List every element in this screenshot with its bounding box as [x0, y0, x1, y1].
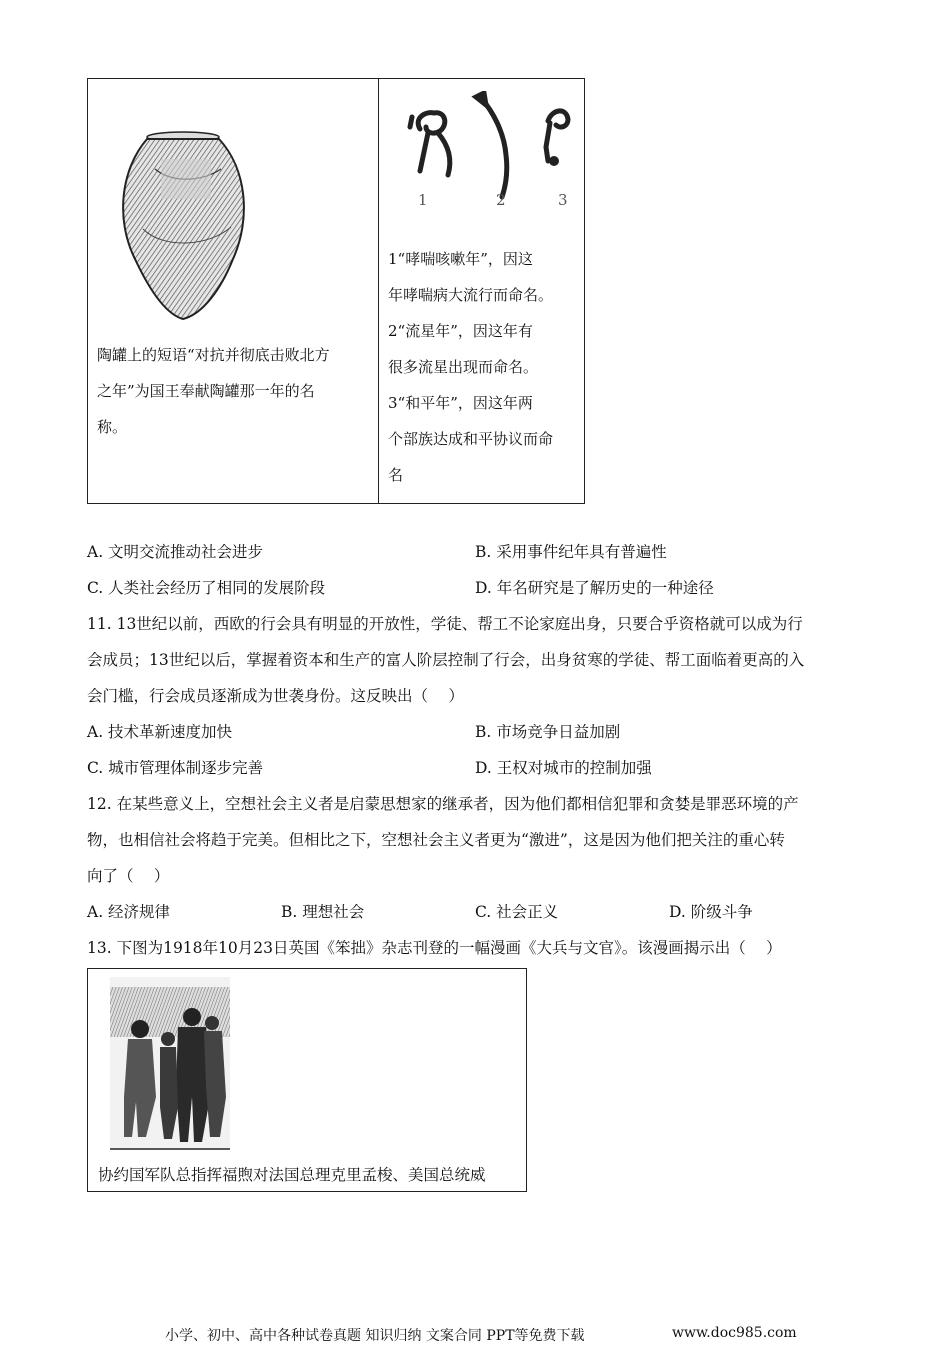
q10-option-d: D. 年名研究是了解历史的一种途径: [475, 579, 714, 597]
q11-option-d: D. 王权对城市的控制加强: [475, 759, 652, 777]
q10-option-b: B. 采用事件纪年具有普遍性: [475, 543, 667, 561]
q11-stem-line-3: 会门槛，行会成员逐渐成为世袭身份。这反映出（ ）: [87, 687, 464, 705]
q12-stem-line-3: 向了（ ）: [87, 867, 170, 885]
table-divider: [378, 79, 379, 503]
q11-stem-line-1: 11. 13世纪以前，西欧的行会具有明显的开放性，学徒、帮工不论家庭出身，只要合乎资格就可以成为行: [87, 615, 803, 633]
footer-promo-text: 小学、初中、高中各种试卷真题 知识归纳 文案合同 PPT等免费下载: [165, 1328, 585, 1344]
q12-option-b: B. 理想社会: [281, 903, 365, 921]
q12-stem-line-1: 12. 在某些意义上，空想社会主义者是启蒙思想家的继承者，因为他们都相信犯罪和贪婪是罪恶环境的产: [87, 795, 799, 813]
pictograph-label-3: 3: [558, 191, 568, 209]
year-names-text: 1“哮喘咳嗽年”，因这 年哮喘病大流行而命名。 2“流星年”，因这年有 很多流星出现而命名。 3“和平年”，因这年两 个部族达成和平协议而命 名: [388, 250, 554, 484]
q12-option-a: A. 经济规律: [87, 903, 171, 921]
q12-option-c: C. 社会正义: [475, 903, 559, 921]
q10-option-c: C. 人类社会经历了相同的发展阶段: [87, 579, 326, 597]
cartoon-box: [87, 968, 527, 1192]
footer-website-link[interactable]: www.doc985.com: [672, 1325, 797, 1341]
q11-option-c: C. 城市管理体制逐步完善: [87, 759, 264, 777]
pottery-jar-image: [113, 129, 263, 324]
q10-option-a: A. 文明交流推动社会进步: [87, 543, 264, 561]
q12-stem-line-2: 物，也相信社会将趋于完美。但相比之下，空想社会主义者更为“激进”，这是因为他们把关注的重心转: [87, 831, 785, 849]
q12-option-d: D. 阶级斗争: [669, 903, 753, 921]
q11-option-b: B. 市场竞争日益加剧: [475, 723, 621, 741]
artifact-table: [87, 78, 585, 504]
cartoon-caption: 协约国军队总指挥福煦对法国总理克里孟梭、美国总统威: [98, 1166, 486, 1184]
jar-caption: 陶罐上的短语“对抗并彻底击败北方 之年”为国王奉献陶罐那一年的名 称。: [97, 346, 330, 436]
pictograph-label-1: 1: [418, 191, 428, 209]
pictograph-label-2: 2: [496, 191, 506, 209]
q11-option-a: A. 技术革新速度加快: [87, 723, 233, 741]
q11-stem-line-2: 会成员；13世纪以后，掌握着资本和生产的富人阶层控制了行会，出身贫寒的学徒、帮工面临着更高的入: [87, 651, 805, 669]
q13-stem-line: 13. 下图为1918年10月23日英国《笨拙》杂志刊登的一幅漫画《大兵与文官》。该漫画揭示出（ ）: [87, 939, 782, 957]
cartoon-image: [110, 977, 230, 1157]
